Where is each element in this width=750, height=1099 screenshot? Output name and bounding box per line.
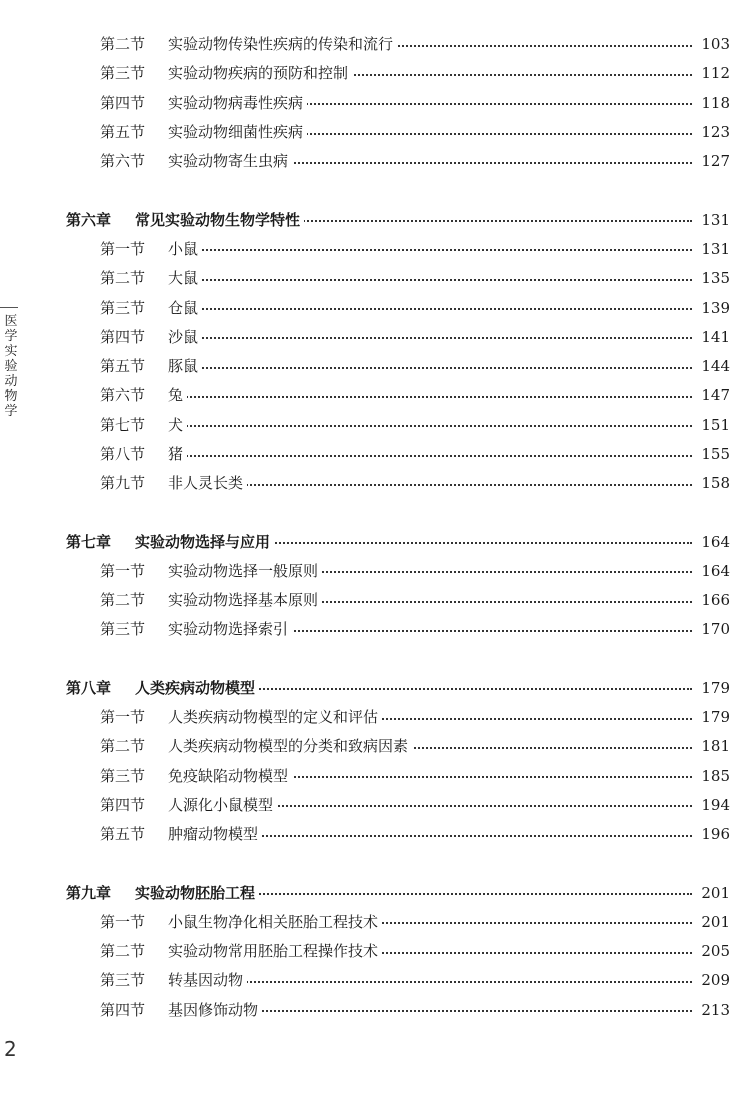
- toc-section-entry[interactable]: [0, 59, 750, 88]
- section-number: 第二节: [100, 737, 146, 756]
- group-gap: [0, 645, 750, 674]
- section-number: 第四节: [100, 795, 146, 814]
- toc-section-entry[interactable]: [0, 937, 750, 966]
- section-number: 第五节: [100, 123, 146, 142]
- toc-chapter-entry[interactable]: [0, 878, 750, 907]
- section-title: 沙鼠: [168, 330, 202, 345]
- page-ref: 213: [694, 1003, 730, 1018]
- section-number: 第二节: [100, 35, 146, 54]
- section-number: 第五节: [100, 357, 146, 376]
- section-title: 免疫缺陷动物模型: [168, 769, 292, 784]
- section-number: 第二节: [100, 591, 146, 610]
- toc-section-entry[interactable]: [0, 147, 750, 176]
- section-title: 基因修饰动物: [168, 1003, 262, 1018]
- page-ref: 166: [694, 593, 730, 608]
- toc-section-entry[interactable]: [0, 732, 750, 761]
- section-title: 豚鼠: [168, 359, 202, 374]
- section-number: 第七节: [100, 415, 146, 434]
- chapter-title: 常见实验动物生物学特性: [135, 213, 304, 228]
- page-ref: 151: [694, 418, 730, 433]
- toc-section-entry[interactable]: [0, 791, 750, 820]
- section-number: 第三节: [100, 64, 146, 83]
- section-title: 人类疾病动物模型的定义和评估: [168, 710, 382, 725]
- page-ref: 103: [694, 37, 730, 52]
- toc-chapter-entry[interactable]: [0, 674, 750, 703]
- section-title: 仓鼠: [168, 301, 202, 316]
- page-ref: 158: [694, 476, 730, 491]
- page-ref: 127: [694, 154, 730, 169]
- toc-section-entry[interactable]: [0, 381, 750, 410]
- dot-leader: [170, 425, 692, 427]
- toc-section-entry[interactable]: [0, 323, 750, 352]
- running-book-title: 医学实验动物学: [4, 314, 18, 419]
- toc-section-entry[interactable]: [0, 411, 750, 440]
- page-ref: 201: [694, 886, 730, 901]
- page-ref: 123: [694, 125, 730, 140]
- section-title: 大鼠: [168, 271, 202, 286]
- page-ref: 118: [694, 96, 730, 111]
- toc-section-entry[interactable]: [0, 615, 750, 644]
- page-ref: 144: [694, 359, 730, 374]
- toc-section-entry[interactable]: [0, 996, 750, 1025]
- section-number: 第一节: [100, 239, 146, 258]
- toc-section-entry[interactable]: [0, 966, 750, 995]
- chapter-title: 人类疾病动物模型: [135, 681, 259, 696]
- section-title: 人类疾病动物模型的分类和致病因素: [168, 739, 412, 754]
- toc-section-entry[interactable]: [0, 293, 750, 322]
- section-number: 第六节: [100, 152, 146, 171]
- page-ref: 131: [694, 242, 730, 257]
- section-number: 第一节: [100, 912, 146, 931]
- table-of-contents: [0, 30, 750, 1025]
- dot-leader: [170, 396, 692, 398]
- toc-section-entry[interactable]: [0, 235, 750, 264]
- section-title: 非人灵长类: [168, 476, 247, 491]
- toc-section-entry[interactable]: [0, 586, 750, 615]
- section-number: 第二节: [100, 269, 146, 288]
- toc-chapter-entry[interactable]: [0, 205, 750, 234]
- section-title: 小鼠生物净化相关胚胎工程技术: [168, 915, 382, 930]
- toc-section-entry[interactable]: [0, 469, 750, 498]
- section-number: 第三节: [100, 298, 146, 317]
- section-number: 第九节: [100, 474, 146, 493]
- section-number: 第三节: [100, 766, 146, 785]
- dot-leader: [170, 249, 692, 251]
- dot-leader: [170, 981, 692, 983]
- group-gap: [0, 176, 750, 205]
- toc-chapter-entry[interactable]: [0, 527, 750, 556]
- section-title: 实验动物细菌性疾病: [168, 125, 307, 140]
- toc-section-entry[interactable]: [0, 264, 750, 293]
- page-ref: 141: [694, 330, 730, 345]
- section-title: 实验动物选择基本原则: [168, 593, 322, 608]
- toc-section-entry[interactable]: [0, 703, 750, 732]
- page-ref: 181: [694, 739, 730, 754]
- dot-leader: [170, 279, 692, 281]
- dot-leader: [170, 337, 692, 339]
- section-title: 人源化小鼠模型: [168, 798, 277, 813]
- section-number: 第八节: [100, 445, 146, 463]
- chapter-number: 第七章: [66, 532, 112, 551]
- section-title: 肿瘤动物模型: [168, 827, 262, 842]
- page-ref: 201: [694, 915, 730, 930]
- section-number: 第四节: [100, 93, 146, 112]
- page-ref: 185: [694, 769, 730, 784]
- section-number: 第四节: [100, 1000, 146, 1019]
- section-title: 实验动物选择一般原则: [168, 564, 322, 579]
- dot-leader: [170, 455, 692, 457]
- page-ref: 179: [694, 681, 730, 696]
- page-ref: 131: [694, 213, 730, 228]
- page-ref: 139: [694, 301, 730, 316]
- toc-section-entry[interactable]: [0, 118, 750, 147]
- group-gap: [0, 849, 750, 878]
- toc-section-entry[interactable]: [0, 30, 750, 59]
- page-ref: 112: [694, 66, 730, 81]
- toc-section-entry[interactable]: [0, 89, 750, 118]
- section-number: 第一节: [100, 708, 146, 727]
- section-number: 第五节: [100, 825, 146, 844]
- toc-section-entry[interactable]: [0, 557, 750, 586]
- page-ref: 179: [694, 710, 730, 725]
- section-title: 小鼠: [168, 242, 202, 257]
- page-ref: 196: [694, 827, 730, 842]
- dot-leader: [170, 484, 692, 486]
- toc-section-entry[interactable]: [0, 762, 750, 791]
- section-title: 实验动物常用胚胎工程操作技术: [168, 944, 382, 959]
- section-title: 猪: [168, 447, 187, 462]
- section-title: 兔: [168, 388, 187, 403]
- page-ref: 155: [694, 447, 730, 462]
- section-title: 实验动物病毒性疾病: [168, 96, 307, 111]
- dot-leader: [170, 308, 692, 310]
- section-title: 实验动物选择索引: [168, 622, 292, 637]
- page-ref: 170: [694, 622, 730, 637]
- toc-section-entry[interactable]: [0, 352, 750, 381]
- page-ref: 209: [694, 973, 730, 988]
- section-title: 犬: [168, 418, 187, 433]
- section-number: 第一节: [100, 561, 146, 580]
- toc-section-entry[interactable]: [0, 820, 750, 849]
- chapter-title: 实验动物胚胎工程: [135, 886, 259, 901]
- section-number: 第二节: [100, 942, 146, 961]
- chapter-number: 第九章: [66, 883, 112, 902]
- section-title: 转基因动物: [168, 973, 247, 988]
- toc-section-entry[interactable]: [0, 440, 750, 469]
- section-number: 第三节: [100, 971, 146, 990]
- toc-section-entry[interactable]: [0, 908, 750, 937]
- chapter-number: 第六章: [66, 210, 112, 229]
- group-gap: [0, 498, 750, 527]
- section-title: 实验动物寄生虫病: [168, 154, 292, 169]
- section-number: 第四节: [100, 327, 146, 346]
- section-number: 第三节: [100, 620, 146, 639]
- page-ref: 135: [694, 271, 730, 286]
- chapter-title: 实验动物选择与应用: [135, 535, 274, 550]
- page-ref: 164: [694, 564, 730, 579]
- page-ref: 194: [694, 798, 730, 813]
- page-ref: 164: [694, 535, 730, 550]
- section-number: 第六节: [100, 386, 146, 405]
- dot-leader: [170, 367, 692, 369]
- page-ref: 147: [694, 388, 730, 403]
- section-title: 实验动物传染性疾病的传染和流行: [168, 37, 397, 52]
- section-title: 实验动物疾病的预防和控制: [168, 66, 352, 81]
- chapter-number: 第八章: [66, 678, 112, 697]
- page-ref: 205: [694, 944, 730, 959]
- page-number: 2: [4, 1037, 17, 1061]
